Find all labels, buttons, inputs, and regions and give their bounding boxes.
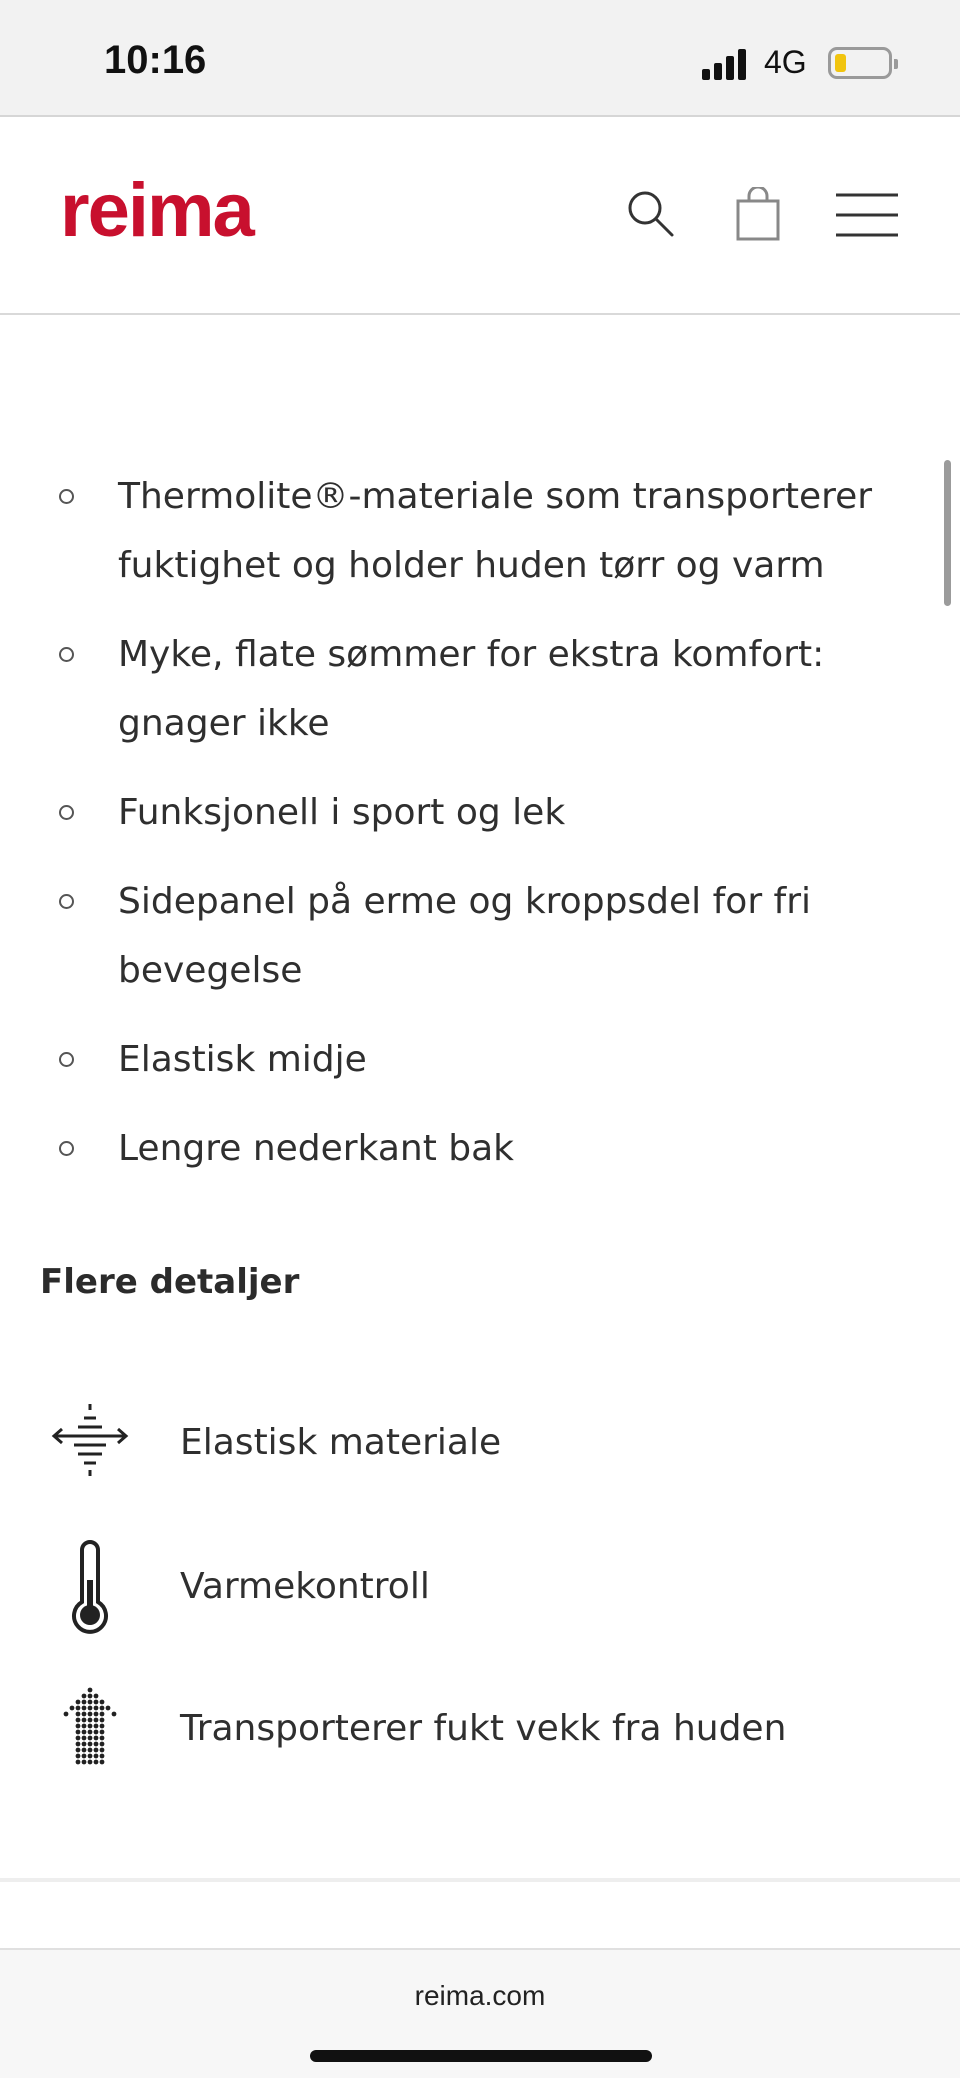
hamburger-menu-icon[interactable]	[836, 193, 898, 237]
list-item-text: Thermolite®-materiale som transporterer fuktighet og holder huden tørr og varm	[118, 476, 873, 586]
moisture-wicking-icon	[48, 1682, 132, 1782]
feature-list	[0, 462, 940, 1203]
search-icon[interactable]	[624, 187, 676, 239]
detail-row-moisture	[0, 1682, 960, 1782]
detail-row-thermo	[0, 1540, 960, 1640]
shopping-bag-icon[interactable]	[736, 187, 780, 241]
list-item	[0, 1114, 940, 1183]
list-item-text: Sidepanel på erme og kroppsdel for fri bevegelse	[118, 881, 812, 991]
section-divider	[0, 1878, 960, 1882]
more-details-heading: Flere detaljer	[40, 1262, 300, 1302]
list-item	[0, 620, 940, 758]
bullet-icon	[59, 647, 74, 662]
detail-label: Varmekontroll	[180, 1566, 430, 1607]
list-item	[0, 867, 940, 1005]
bullet-icon	[59, 1052, 74, 1067]
home-indicator[interactable]	[310, 2050, 652, 2062]
url-text[interactable]: reima.com	[414, 1980, 546, 2011]
list-item-text: Elastisk midje	[118, 1039, 367, 1080]
network-type: 4G	[764, 44, 807, 80]
battery-icon	[828, 47, 892, 79]
list-item-text: Funksjonell i sport og lek	[118, 792, 566, 833]
detail-label: Elastisk materiale	[180, 1422, 502, 1463]
reima-logo[interactable]: reima	[60, 168, 253, 253]
status-bar	[0, 0, 960, 117]
bullet-icon	[59, 1141, 74, 1156]
scrollbar[interactable]	[944, 460, 951, 606]
status-time: 10:16	[104, 38, 207, 82]
list-item	[0, 778, 940, 847]
stretch-material-icon	[48, 1396, 132, 1496]
list-item-text: Lengre nederkant bak	[118, 1128, 515, 1169]
list-item-text: Myke, flate sømmer for ekstra komfort: gnager ikke	[118, 634, 825, 744]
signal-strength-icon	[702, 48, 750, 80]
site-header	[0, 119, 960, 315]
bullet-icon	[59, 805, 74, 820]
browser-url-bar[interactable]	[0, 1948, 960, 2078]
list-item	[0, 1025, 940, 1094]
bullet-icon	[59, 894, 74, 909]
thermometer-icon	[48, 1540, 132, 1640]
detail-row-stretch	[0, 1396, 960, 1496]
detail-label: Transporterer fukt vekk fra huden	[180, 1708, 787, 1749]
list-item	[0, 462, 940, 600]
bullet-icon	[59, 489, 74, 504]
